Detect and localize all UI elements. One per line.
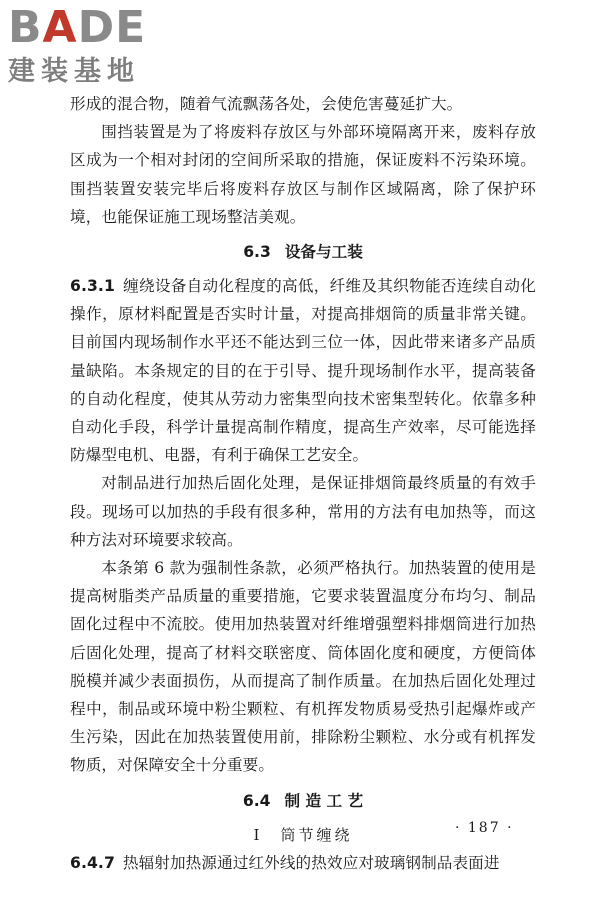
paragraph-continuation: 形成的混合物，随着气流飘荡各处，会使危害蔓延扩大。 [70, 95, 463, 113]
paragraph-post-cure: 对制品进行加热后固化处理，是保证排烟筒最终质量的有效手段。现场可以加热的手段有很多种，常用的方法有电加热等，而这种方法对环境要求较高。 [70, 474, 536, 549]
subsection-heading-winding: Ⅰ 筒节缠绕 [253, 825, 353, 844]
page-body [70, 90, 536, 877]
logo-subtitle: 建装基地 [8, 56, 140, 87]
logo-wordmark: BADE [8, 2, 147, 53]
section-heading-6-4: 6.4 制 造 工 艺 [242, 791, 364, 810]
clause-number: 6.3.1 [70, 277, 115, 296]
clause-6-3-1: 6.3.1 缠绕设备自动化程度的高低，纤维及其织物能否连续自动化操作，原材料配置是否实时计量，对提高排烟筒的质量非常关键。目前国内现场制作水平还不能达到三位一体，因此带来诸多产品质量缺陷。本条规定的目的在于引导、提升现场制作水平，提高装备的自动化程度，使其从劳动力密集型向技术密集型转化。依靠多种自动化手段，科学计量提高制作精度，提高生产效率，尽可能选择防爆型电机、电器，有利于确保工艺安全。 [70, 277, 536, 465]
bade-logo [8, 4, 178, 92]
paragraph-mandatory: 本条第 6 款为强制性条款，必须严格执行。加热装置的使用是提高树脂类产品质量的重要措施，它要求装置温度分布均匀、制品固化过程中不流胶。使用加热装置对纤维增强塑料排烟筒进行加热后固化处理，提高了材料交联密度、筒体固化度和硬度，方便筒体脱模并减少表面损伤，从而提高了制作质量。在加热后固化处理过程中，制品或环境中粉尘颗粒、有机挥发物质易受热引起爆炸或产生污染，因此在加热装置使用前，排除粉尘颗粒、水分或有机挥发物质，对保障安全十分重要。 [70, 559, 536, 775]
section-heading-6-3: 6.3 设备与工装 [243, 243, 363, 262]
paragraph-enclosure: 围挡装置是为了将废料存放区与外部环境隔离开来，废料存放区成为一个相对封闭的空间所采取的措施，保证废料不污染环境。围挡装置安装完毕后将废料存放区与制作区域隔离，除了保护环境，也能保证施工现场整洁美观。 [70, 123, 536, 226]
clause-6-4-7: 6.4.7 热辐射加热源通过红外线的热效应对玻璃钢制品表面进 [70, 853, 500, 872]
page-number: · 187 · [455, 820, 514, 836]
clause-number: 6.4.7 [70, 853, 115, 872]
